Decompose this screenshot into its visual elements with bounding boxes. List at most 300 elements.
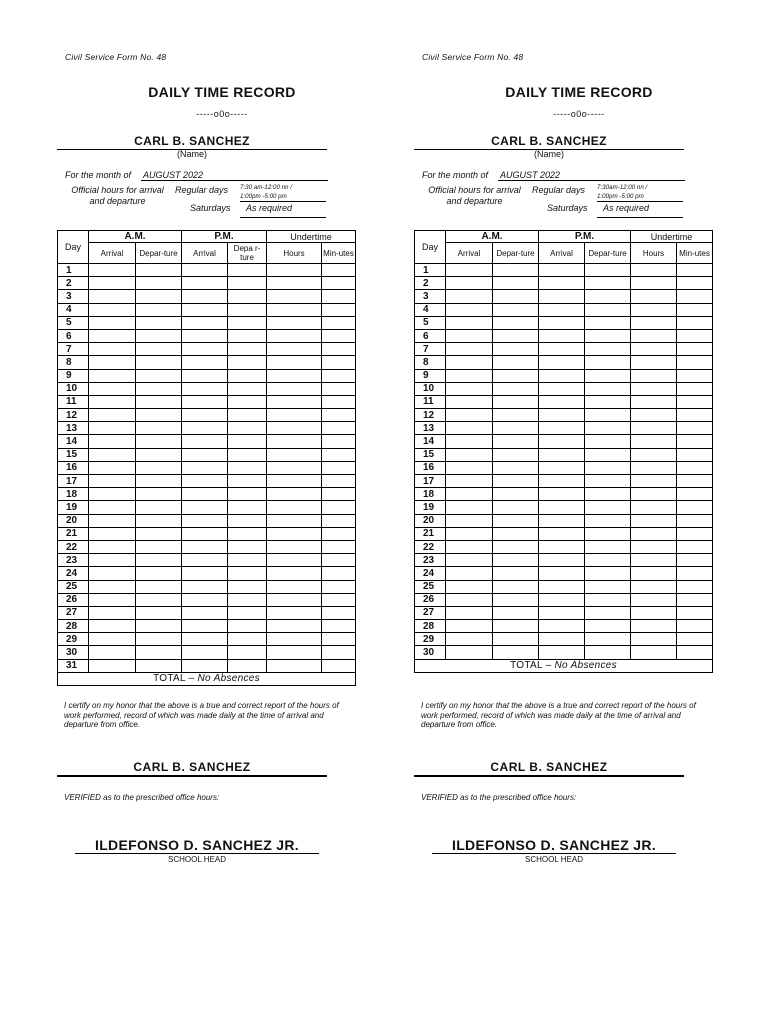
am-arrival-cell — [89, 475, 136, 488]
undertime-hours-cell — [631, 409, 677, 422]
am-arrival-cell — [89, 395, 136, 408]
pm-departure-cell — [228, 646, 267, 659]
undertime-hours-cell — [631, 343, 677, 356]
day-row — [58, 290, 356, 303]
day-row — [58, 646, 356, 659]
am-arrival-cell — [89, 448, 136, 461]
pm-arrival-cell — [539, 409, 585, 422]
undertime-minutes-cell — [677, 435, 713, 448]
am-departure-cell — [493, 382, 539, 395]
undertime-hours-cell — [631, 395, 677, 408]
undertime-minutes-cell — [322, 554, 356, 567]
day-number: 4 — [415, 303, 446, 316]
total-row — [415, 659, 713, 672]
am-departure-cell — [493, 264, 539, 277]
undertime-minutes-cell — [677, 303, 713, 316]
am-arrival-cell — [446, 461, 493, 474]
am-departure-cell — [136, 264, 182, 277]
pm-departure-cell — [228, 501, 267, 514]
am-arrival-cell — [89, 540, 136, 553]
pm-arrival-cell — [182, 329, 228, 342]
am-departure-header: Depar-ture — [493, 243, 539, 264]
pm-departure-cell — [228, 264, 267, 277]
day-row — [58, 567, 356, 580]
saturdays-value: As required — [240, 203, 326, 218]
undertime-hours-cell — [631, 646, 677, 659]
pm-arrival-cell — [539, 593, 585, 606]
am-arrival-cell — [446, 395, 493, 408]
pm-departure-cell — [585, 395, 631, 408]
pm-arrival-cell — [182, 290, 228, 303]
day-row — [415, 356, 713, 369]
day-row — [415, 540, 713, 553]
undertime-hours-cell — [631, 329, 677, 342]
am-departure-cell — [493, 567, 539, 580]
pm-arrival-cell — [182, 567, 228, 580]
am-departure-cell — [493, 646, 539, 659]
pm-arrival-header: Arrival — [539, 243, 585, 264]
pm-departure-cell — [228, 567, 267, 580]
undertime-hours-cell — [631, 633, 677, 646]
total-row — [58, 672, 356, 685]
day-row — [415, 554, 713, 567]
day-row — [415, 277, 713, 290]
pm-departure-cell — [228, 277, 267, 290]
am-arrival-cell — [446, 369, 493, 382]
undertime-hours-cell — [267, 290, 322, 303]
am-header: A.M. — [446, 231, 539, 243]
am-departure-cell — [493, 554, 539, 567]
day-number: 1 — [58, 264, 89, 277]
am-departure-cell — [493, 422, 539, 435]
undertime-hours-cell — [631, 369, 677, 382]
day-row — [58, 356, 356, 369]
undertime-minutes-cell — [677, 606, 713, 619]
day-number: 22 — [58, 540, 89, 553]
day-row — [58, 540, 356, 553]
day-row — [58, 448, 356, 461]
time-record-table — [414, 230, 713, 673]
am-arrival-cell — [89, 527, 136, 540]
day-row — [58, 329, 356, 342]
day-number: 3 — [58, 290, 89, 303]
undertime-hours-cell — [267, 501, 322, 514]
pm-departure-cell — [585, 567, 631, 580]
official-hours-label: Official hours for arrival and departure — [428, 185, 521, 206]
pm-arrival-cell — [539, 580, 585, 593]
day-row — [58, 277, 356, 290]
am-arrival-cell — [89, 659, 136, 672]
am-departure-cell — [136, 633, 182, 646]
am-arrival-cell — [89, 501, 136, 514]
pm-departure-cell — [228, 290, 267, 303]
pm-arrival-cell — [182, 554, 228, 567]
am-departure-cell — [493, 514, 539, 527]
undertime-minutes-cell — [677, 290, 713, 303]
pm-departure-cell — [228, 593, 267, 606]
school-head-title: SCHOOL HEAD — [168, 855, 226, 864]
am-arrival-cell — [89, 290, 136, 303]
day-number: 28 — [415, 620, 446, 633]
am-arrival-cell — [89, 264, 136, 277]
undertime-hours-cell — [631, 580, 677, 593]
am-departure-cell — [136, 567, 182, 580]
month-value: AUGUST 2022 — [141, 170, 328, 181]
am-departure-cell — [493, 316, 539, 329]
undertime-minutes-cell — [322, 435, 356, 448]
pm-arrival-cell — [182, 580, 228, 593]
pm-arrival-cell — [182, 475, 228, 488]
day-number: 28 — [58, 620, 89, 633]
day-number: 20 — [415, 514, 446, 527]
pm-departure-cell — [228, 409, 267, 422]
am-departure-cell — [493, 395, 539, 408]
pm-arrival-cell — [182, 593, 228, 606]
certification-text: I certify on my honor that the above is a true and correct report of the hours of work performed, record of which was made daily at the time of arrival and departure from office. — [64, 701, 339, 730]
day-number: 23 — [58, 554, 89, 567]
am-departure-cell — [136, 395, 182, 408]
pm-departure-cell — [585, 475, 631, 488]
day-row — [415, 382, 713, 395]
undertime-hours-cell — [631, 567, 677, 580]
verified-text: VERIFIED as to the prescribed office hours: — [64, 793, 220, 802]
regular-days-label: Regular days — [175, 185, 229, 195]
am-arrival-cell — [89, 382, 136, 395]
day-number: 2 — [58, 277, 89, 290]
undertime-hours-cell — [267, 646, 322, 659]
undertime-minutes-cell — [322, 395, 356, 408]
pm-header: P.M. — [539, 231, 631, 243]
am-arrival-cell — [446, 290, 493, 303]
pm-arrival-cell — [182, 633, 228, 646]
day-row — [58, 554, 356, 567]
undertime-hours-cell — [267, 264, 322, 277]
day-number: 26 — [415, 593, 446, 606]
am-arrival-cell — [446, 501, 493, 514]
undertime-hours-cell — [631, 277, 677, 290]
undertime-hours-cell — [631, 606, 677, 619]
pm-arrival-cell — [539, 606, 585, 619]
undertime-minutes-cell — [322, 606, 356, 619]
am-departure-cell — [136, 316, 182, 329]
pm-arrival-cell — [182, 422, 228, 435]
undertime-hours-cell — [631, 316, 677, 329]
undertime-hours-cell — [267, 435, 322, 448]
pm-departure-cell — [585, 264, 631, 277]
am-arrival-header: Arrival — [89, 243, 136, 264]
pm-departure-cell — [228, 527, 267, 540]
day-row — [58, 514, 356, 527]
am-departure-cell — [136, 580, 182, 593]
day-row — [415, 303, 713, 316]
pm-departure-cell — [585, 290, 631, 303]
undertime-minutes-cell — [322, 659, 356, 672]
am-departure-cell — [136, 329, 182, 342]
am-arrival-cell — [89, 303, 136, 316]
pm-arrival-cell — [539, 435, 585, 448]
day-number: 12 — [415, 409, 446, 422]
undertime-hours-cell — [631, 540, 677, 553]
am-arrival-cell — [446, 620, 493, 633]
pm-arrival-header: Arrival — [182, 243, 228, 264]
undertime-hours-cell — [267, 606, 322, 619]
undertime-hours-cell — [267, 422, 322, 435]
regular-days-value — [240, 183, 326, 202]
undertime-hours-cell — [631, 475, 677, 488]
pm-header: P.M. — [182, 231, 267, 243]
day-row — [58, 382, 356, 395]
pm-departure-cell — [228, 395, 267, 408]
am-arrival-cell — [89, 369, 136, 382]
am-arrival-cell — [89, 567, 136, 580]
am-arrival-cell — [89, 646, 136, 659]
official-hours-label: Official hours for arrival and departure — [71, 185, 164, 206]
pm-departure-cell — [228, 343, 267, 356]
am-arrival-cell — [89, 554, 136, 567]
am-arrival-cell — [446, 277, 493, 290]
day-number: 13 — [415, 422, 446, 435]
form-label: Civil Service Form No. 48 — [65, 52, 167, 62]
day-row — [415, 646, 713, 659]
pm-departure-cell — [228, 620, 267, 633]
verified-text: VERIFIED as to the prescribed office hours: — [421, 793, 577, 802]
day-number: 9 — [415, 369, 446, 382]
undertime-hours-cell — [631, 514, 677, 527]
undertime-hours-cell — [267, 593, 322, 606]
pm-departure-cell — [585, 303, 631, 316]
time-record-table — [57, 230, 356, 686]
day-row — [58, 422, 356, 435]
day-row — [58, 606, 356, 619]
day-number: 18 — [415, 488, 446, 501]
am-arrival-cell — [446, 514, 493, 527]
day-rows — [415, 264, 713, 660]
pm-arrival-cell — [182, 620, 228, 633]
day-row — [415, 435, 713, 448]
regular-days-am: 7:30am-12:00 nn / — [597, 184, 648, 191]
pm-arrival-cell — [539, 382, 585, 395]
name-caption: (Name) — [533, 149, 564, 159]
am-departure-cell — [493, 606, 539, 619]
am-arrival-cell — [446, 488, 493, 501]
undertime-minutes-cell — [677, 329, 713, 342]
pm-arrival-cell — [539, 303, 585, 316]
am-arrival-cell — [89, 461, 136, 474]
am-arrival-cell — [89, 514, 136, 527]
undertime-hours-cell — [631, 382, 677, 395]
am-arrival-cell — [89, 593, 136, 606]
undertime-hours-cell — [267, 527, 322, 540]
am-departure-cell — [136, 593, 182, 606]
am-departure-cell — [136, 659, 182, 672]
day-number: 17 — [58, 475, 89, 488]
pm-arrival-cell — [182, 461, 228, 474]
day-number: 31 — [58, 659, 89, 672]
am-arrival-cell — [89, 356, 136, 369]
am-arrival-cell — [446, 343, 493, 356]
am-departure-cell — [493, 448, 539, 461]
pm-arrival-cell — [539, 316, 585, 329]
undertime-hours-cell — [631, 554, 677, 567]
day-row — [415, 527, 713, 540]
day-number: 25 — [415, 580, 446, 593]
am-departure-cell — [136, 277, 182, 290]
pm-arrival-cell — [539, 264, 585, 277]
undertime-minutes-cell — [677, 422, 713, 435]
undertime-hours-cell — [267, 343, 322, 356]
pm-arrival-cell — [182, 382, 228, 395]
day-rows — [58, 264, 356, 673]
am-departure-cell — [136, 369, 182, 382]
undertime-minutes-cell — [677, 448, 713, 461]
undertime-minutes-cell — [677, 409, 713, 422]
pm-departure-cell — [228, 435, 267, 448]
pm-departure-cell — [228, 461, 267, 474]
pm-departure-cell — [585, 580, 631, 593]
undertime-minutes-cell — [322, 422, 356, 435]
undertime-minutes-cell — [677, 527, 713, 540]
day-number: 16 — [58, 461, 89, 474]
am-departure-cell — [136, 290, 182, 303]
pm-arrival-cell — [539, 369, 585, 382]
day-row — [415, 501, 713, 514]
day-number: 19 — [58, 501, 89, 514]
day-number: 3 — [415, 290, 446, 303]
am-departure-cell — [136, 343, 182, 356]
school-head-name: ILDEFONSO D. SANCHEZ JR. — [432, 837, 676, 854]
day-row — [58, 461, 356, 474]
am-arrival-cell — [89, 488, 136, 501]
pm-departure-cell — [585, 514, 631, 527]
am-arrival-cell — [89, 409, 136, 422]
day-row — [415, 448, 713, 461]
pm-arrival-cell — [539, 329, 585, 342]
day-number: 27 — [58, 606, 89, 619]
undertime-header: Undertime — [631, 231, 713, 243]
pm-departure-cell — [228, 316, 267, 329]
day-row — [58, 488, 356, 501]
am-arrival-cell — [446, 409, 493, 422]
undertime-hours-cell — [631, 461, 677, 474]
day-number: 16 — [415, 461, 446, 474]
am-departure-cell — [136, 527, 182, 540]
pm-departure-cell — [228, 633, 267, 646]
pm-arrival-cell — [539, 277, 585, 290]
day-number: 12 — [58, 409, 89, 422]
pm-arrival-cell — [539, 540, 585, 553]
am-arrival-cell — [446, 264, 493, 277]
day-number: 14 — [58, 435, 89, 448]
undertime-hours-cell — [267, 514, 322, 527]
employee-name: CARL B. SANCHEZ — [414, 134, 684, 150]
undertime-minutes-cell — [322, 264, 356, 277]
pm-arrival-cell — [182, 527, 228, 540]
pm-departure-header: Depar-ture — [585, 243, 631, 264]
pm-arrival-cell — [539, 501, 585, 514]
undertime-hours-cell — [267, 303, 322, 316]
day-header: Day — [58, 231, 89, 264]
day-row — [58, 409, 356, 422]
day-row — [415, 593, 713, 606]
am-arrival-cell — [446, 606, 493, 619]
undertime-hours-cell — [631, 435, 677, 448]
day-row — [58, 303, 356, 316]
undertime-minutes-header: Min-utes — [322, 243, 356, 264]
pm-departure-cell — [228, 369, 267, 382]
day-row — [415, 567, 713, 580]
am-arrival-cell — [446, 527, 493, 540]
day-row — [58, 264, 356, 277]
am-arrival-cell — [446, 303, 493, 316]
undertime-hours-cell — [631, 488, 677, 501]
pm-departure-cell — [585, 382, 631, 395]
am-departure-cell — [493, 620, 539, 633]
am-departure-cell — [493, 633, 539, 646]
pm-departure-cell — [585, 527, 631, 540]
undertime-minutes-cell — [677, 514, 713, 527]
pm-arrival-cell — [539, 343, 585, 356]
undertime-minutes-cell — [677, 382, 713, 395]
am-arrival-cell — [446, 448, 493, 461]
am-arrival-cell — [446, 316, 493, 329]
day-number: 11 — [58, 395, 89, 408]
am-departure-cell — [136, 435, 182, 448]
day-row — [58, 633, 356, 646]
undertime-minutes-cell — [322, 633, 356, 646]
am-departure-cell — [493, 329, 539, 342]
undertime-minutes-cell — [322, 277, 356, 290]
am-departure-cell — [136, 448, 182, 461]
am-arrival-cell — [89, 435, 136, 448]
day-number: 5 — [415, 316, 446, 329]
am-departure-cell — [136, 620, 182, 633]
pm-arrival-cell — [539, 527, 585, 540]
undertime-minutes-cell — [322, 369, 356, 382]
pm-departure-cell — [228, 540, 267, 553]
day-number: 1 — [415, 264, 446, 277]
am-departure-header: Depar-ture — [136, 243, 182, 264]
day-number: 20 — [58, 514, 89, 527]
day-number: 15 — [415, 448, 446, 461]
pm-arrival-cell — [182, 514, 228, 527]
day-row — [415, 488, 713, 501]
day-number: 7 — [415, 343, 446, 356]
pm-departure-cell — [228, 422, 267, 435]
undertime-minutes-cell — [322, 343, 356, 356]
am-arrival-cell — [446, 554, 493, 567]
am-arrival-cell — [446, 633, 493, 646]
pm-departure-header: Depa r-ture — [228, 243, 267, 264]
employee-signature-name: CARL B. SANCHEZ — [414, 760, 684, 777]
am-departure-cell — [493, 475, 539, 488]
day-number: 19 — [415, 501, 446, 514]
am-arrival-cell — [89, 633, 136, 646]
undertime-minutes-cell — [677, 501, 713, 514]
school-head-name: ILDEFONSO D. SANCHEZ JR. — [75, 837, 319, 854]
regular-days-pm: 1:00pm -5:00 pm — [597, 193, 644, 200]
am-arrival-cell — [446, 540, 493, 553]
pm-arrival-cell — [182, 316, 228, 329]
day-number: 24 — [415, 567, 446, 580]
pm-departure-cell — [228, 475, 267, 488]
day-row — [415, 409, 713, 422]
am-departure-cell — [493, 580, 539, 593]
day-row — [58, 593, 356, 606]
day-row — [415, 606, 713, 619]
am-arrival-header: Arrival — [446, 243, 493, 264]
form-title: DAILY TIME RECORD — [505, 84, 653, 100]
pm-departure-cell — [585, 461, 631, 474]
